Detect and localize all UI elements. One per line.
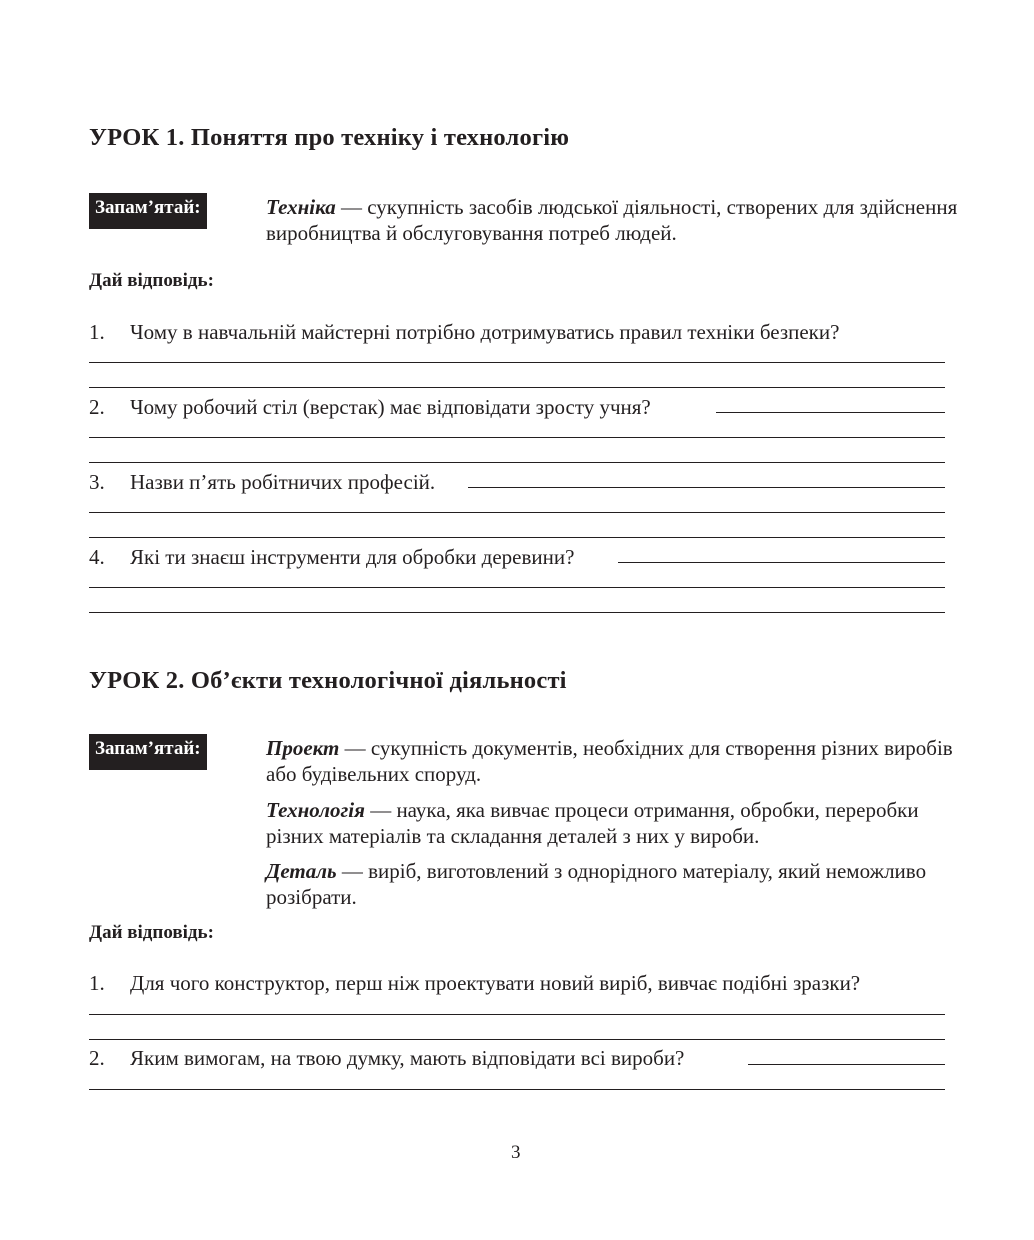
question-number: 3. [89, 470, 105, 494]
answer-prompt: Дай відповідь: [89, 922, 214, 943]
answer-line[interactable] [468, 487, 945, 488]
page-number: 3 [511, 1142, 521, 1163]
answer-line[interactable] [89, 437, 945, 438]
lesson-1-title: УРОК 1. Поняття про техніку і технологію [89, 124, 570, 151]
definition-term: Деталь [266, 859, 337, 883]
answer-line[interactable] [89, 512, 945, 513]
answer-line[interactable] [89, 587, 945, 588]
remember-badge: Запам’ятай: [89, 734, 207, 770]
question-number: 4. [89, 545, 105, 569]
answer-line[interactable] [716, 412, 945, 413]
answer-prompt: Дай відповідь: [89, 270, 214, 291]
answer-line[interactable] [89, 1039, 945, 1040]
question-number: 1. [89, 971, 105, 995]
definition-technology [266, 798, 966, 849]
definition-term: Технологія [266, 798, 365, 822]
definition-term: Техніка [266, 195, 336, 219]
question-number: 1. [89, 320, 105, 344]
question-text: Чому робочий стіл (верстак) має відповідати зросту учня? [130, 395, 651, 419]
definition-text: — сукупність документів, необхідних для створення різних виробів або будівельних споруд. [266, 736, 953, 786]
question-text: Чому в навчальній майстерні потрібно дотримуватись правил техніки безпеки? [130, 320, 840, 344]
answer-line[interactable] [89, 387, 945, 388]
answer-line[interactable] [89, 362, 945, 363]
definition-text: — наука, яка вивчає процеси отримання, обробки, переробки різних матеріалів та складання деталей з них у вироби. [266, 798, 919, 848]
answer-line[interactable] [748, 1064, 945, 1065]
definition-text: — виріб, виготовлений з однорідного матеріалу, який неможливо розібрати. [266, 859, 927, 909]
question-text: Які ти знаєш інструменти для обробки деревини? [130, 545, 575, 569]
answer-line[interactable] [89, 462, 945, 463]
definition-project [266, 736, 966, 787]
lesson-2-title: УРОК 2. Об’єкти технологічної діяльності [89, 667, 567, 694]
question-number: 2. [89, 395, 105, 419]
answer-line[interactable] [89, 1089, 945, 1090]
question-text: Для чого конструктор, перш ніж проектувати новий виріб, вивчає подібні зразки? [130, 971, 861, 995]
answer-line[interactable] [89, 537, 945, 538]
definition-detail [266, 859, 966, 910]
definition-technique [266, 195, 966, 246]
question-number: 2. [89, 1046, 105, 1070]
question-text: Яким вимогам, на твою думку, мають відповідати всі вироби? [130, 1046, 685, 1070]
answer-line[interactable] [89, 1014, 945, 1015]
answer-line[interactable] [89, 612, 945, 613]
question-text: Назви п’ять робітничих професій. [130, 470, 436, 494]
definition-text: — сукупність засобів людської діяльності, створених для здійснення виробництва й обслуговування потреб людей. [266, 195, 958, 245]
answer-line[interactable] [618, 562, 945, 563]
remember-badge: Запам’ятай: [89, 193, 207, 229]
definition-term: Проект [266, 736, 340, 760]
